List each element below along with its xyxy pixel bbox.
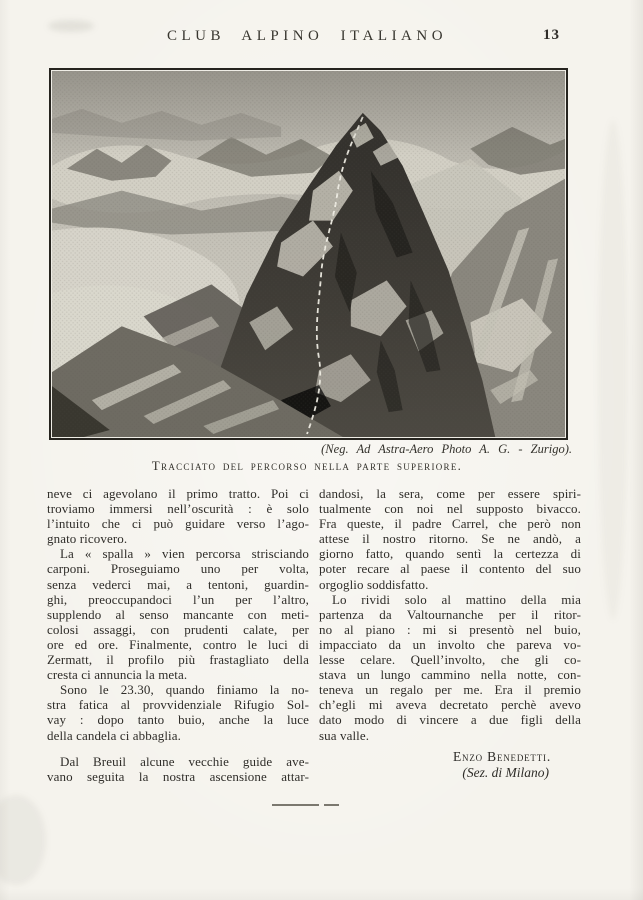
text-line: stra fatica al provvidenziale Rifugio Sol- [47,697,309,713]
text-line: giorno fatto, quando sentì la certezza di [319,546,581,562]
text-line: gnato ricovero. [47,531,128,547]
text-line: Sono le 23.30, quando finiamo la no- [60,682,309,698]
text-line: vano seguita la nostra ascensione attar- [47,768,309,784]
left-column [47,486,309,784]
text-line: Fra queste, il padre Carrel, che però non [319,516,581,532]
end-divider [272,804,342,806]
author-name: Enzo Benedetti. [453,748,551,764]
mountain-photo [49,68,568,440]
right-column [319,486,581,784]
text-line: tualmente con noi nel supposto bivacco. [319,501,581,517]
text-line: Lo rividi solo al mattino della mia [332,591,581,607]
text-line: carponi. Proseguiamo uno per volta, [47,561,309,577]
text-line: partenza da Valtournanche per il ritor- [319,606,581,622]
author-section: (Sez. di Milano) [462,764,549,780]
running-head [47,27,567,45]
right-column-text [319,486,581,743]
text-line: attese il nostro ritorno. Se ne andò, a [319,531,581,547]
text-line: neve ci agevolano il primo tratto. Poi ci [47,486,309,501]
text-line: ch’egli mi aveva decretato perchè avevo [319,697,581,713]
article-body [47,486,581,784]
text-line: l’intuito che ci può guidare verso l’ago- [47,516,309,532]
text-line: dandosi, la sera, come per essere spiri- [319,486,581,501]
text-line: colosi assaggi, con prudenti calate, per [47,621,309,637]
divider-segment [324,804,339,806]
text-line: Zermatt, il profilo più frastagliato della [47,652,309,668]
text-line: orgoglio soddisfatto. [319,576,429,592]
page-number: 13 [543,27,560,43]
text-line: stava un lungo cammino nella notte, con- [319,667,581,683]
photo-credit: (Neg. Ad Astra-Aero Photo A. G. - Zurigo). [321,442,572,456]
text-line: senza vederci mai, a tentoni, guardin- [47,576,309,592]
text-line: ghi, preoccupandoci l’un per l’altro, [47,591,309,607]
text-line: cresta ci annuncia la meta. [47,667,188,683]
text-line: supplendo al senso mancante con meti- [47,606,309,622]
text-line: impacciato da un involto che pareva vo- [319,636,581,652]
paper-smudge [0,795,46,885]
divider-segment [272,804,319,806]
text-line: teneva un regalo per me. Era il premio [319,682,581,698]
text-line: no al piano : mi si presentò nel buio, [319,621,581,637]
text-line: sua valle. [319,727,370,743]
text-line: poter recare al paese il contento del suo [319,561,581,577]
text-line: vay : dopo tanto buio, anche la luce [47,712,309,728]
photo-caption: Tracciato del percorso nella parte superiore. [151,458,463,473]
text-line: della candela ci abbaglia. [47,727,181,743]
matterhorn-aerial-illustration [52,71,565,437]
paper-smudge [598,120,628,620]
text-line: Dal Breuil alcune vecchie guide ave- [60,753,309,769]
text-line: troviamo immersi nell’oscurità : è solo [47,501,309,517]
text-line: dato modo di vincere a due figli della [319,712,581,728]
text-line: lesse celare. Quell’involto, che gli co- [319,652,581,668]
text-line: ore ed ore. Finalmente, contro le luci di [47,636,309,652]
text-line: La « spalla » vien percorsa strisciando [60,546,309,562]
author-signature [319,749,581,780]
journal-title: CLUB ALPINO ITALIANO [166,28,448,44]
